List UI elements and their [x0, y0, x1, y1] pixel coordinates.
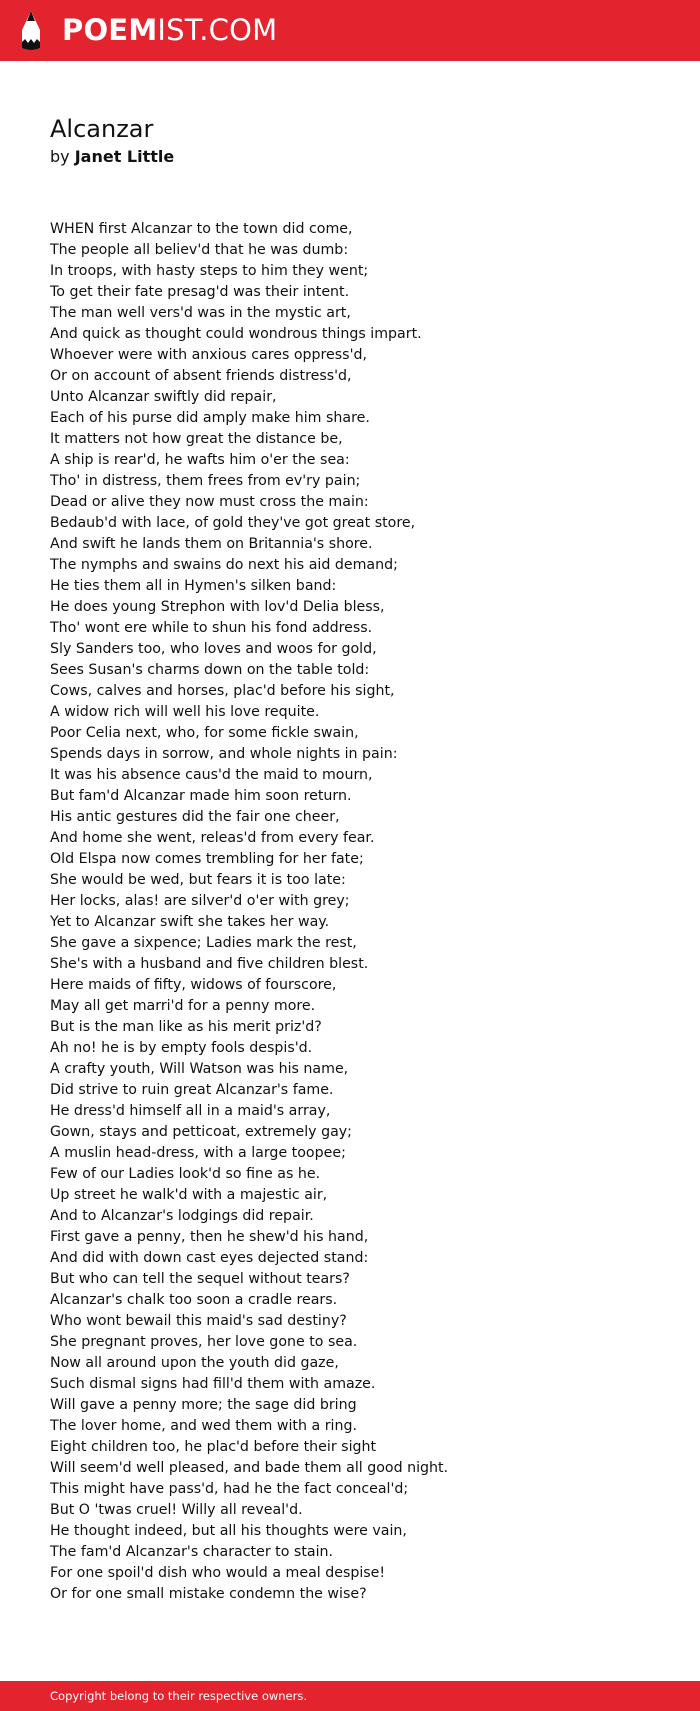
poem-line: Or for one small mistake condemn the wise?	[50, 1586, 367, 1602]
poem-line: Poor Celia next, who, for some fickle swain,	[50, 725, 359, 741]
poem-line: Eight children too, he plac'd before their sight	[50, 1439, 377, 1455]
poem-line: Such dismal signs had fill'd them with amaze.	[50, 1376, 376, 1392]
poem-line: A muslin head-dress, with a large toopee;	[50, 1145, 346, 1161]
poem-line: Dead or alive they now must cross the main:	[50, 494, 369, 510]
poem-line: And to Alcanzar's lodgings did repair.	[50, 1208, 314, 1224]
poem-line: Cows, calves and horses, plac'd before his sight,	[50, 683, 395, 699]
site-footer	[0, 1681, 700, 1711]
poem-line: A ship is rear'd, he wafts him o'er the sea:	[50, 452, 350, 468]
logo-bold-text: POEM	[62, 13, 158, 47]
poem-line: This might have pass'd, had he the fact conceal'd;	[50, 1481, 409, 1497]
poem-line: Tho' wont ere while to shun his fond address.	[50, 620, 373, 636]
poem-line: Ah no! he is by empty fools despis'd.	[50, 1040, 313, 1056]
poem-line: But who can tell the sequel without tears?	[50, 1271, 350, 1287]
poem-line: Each of his purse did amply make him share.	[50, 410, 370, 426]
poem-line: The fam'd Alcanzar's character to stain.	[50, 1544, 334, 1560]
site-header	[0, 0, 700, 61]
poem-line: Her locks, alas! are silver'd o'er with grey;	[50, 893, 350, 909]
poem-line: Gown, stays and petticoat, extremely gay;	[50, 1124, 352, 1140]
poem-line: To get their fate presag'd was their intent.	[50, 284, 350, 300]
author-name: Janet Little	[74, 147, 175, 166]
site-logo[interactable]	[62, 13, 277, 47]
poem-line: Tho' in distress, them frees from ev'ry pain;	[50, 473, 361, 489]
poem-line: Here maids of fifty, widows of fourscore,	[50, 977, 337, 993]
poem-line: It matters not how great the distance be,	[50, 431, 343, 447]
poem-line: WHEN first Alcanzar to the town did come,	[50, 221, 353, 237]
pen-nib-icon[interactable]	[18, 10, 44, 52]
poem-line: Did strive to ruin great Alcanzar's fame.	[50, 1082, 334, 1098]
poem-line: The man well vers'd was in the mystic art,	[50, 305, 351, 321]
poem-line: Sees Susan's charms down on the table told:	[50, 662, 370, 678]
poem-line: A widow rich will well his love requite.	[50, 704, 320, 720]
poem-line: Bedaub'd with lace, of gold they've got great store,	[50, 515, 416, 531]
poem-line: Or on account of absent friends distress'd,	[50, 368, 352, 384]
poem-line: But O 'twas cruel! Willy all reveal'd.	[50, 1502, 303, 1518]
poem-line: And did with down cast eyes dejected stand:	[50, 1250, 369, 1266]
poem-line: Unto Alcanzar swiftly did repair,	[50, 389, 277, 405]
poem-line: And home she went, releas'd from every fear.	[50, 830, 375, 846]
poem-line: Alcanzar's chalk too soon a cradle rears.	[50, 1292, 338, 1308]
logo-thin-text: IST.COM	[157, 13, 278, 47]
poem-line: Will seem'd well pleased, and bade them all good night.	[50, 1460, 449, 1476]
byline	[50, 147, 174, 167]
poem-line: May all get marri'd for a penny more.	[50, 998, 316, 1014]
poem-line: He thought indeed, but all his thoughts were vain,	[50, 1523, 407, 1539]
poem-line: She gave a sixpence; Ladies mark the rest,	[50, 935, 357, 951]
poem-line: Whoever were with anxious cares oppress'd,	[50, 347, 367, 363]
poem-line: Sly Sanders too, who loves and woos for gold,	[50, 641, 377, 657]
poem-body	[50, 219, 670, 1605]
poem-line: The nymphs and swains do next his aid demand;	[50, 557, 398, 573]
byline-prefix: by	[50, 147, 70, 166]
poem-line: But fam'd Alcanzar made him soon return.	[50, 788, 352, 804]
poem-line: In troops, with hasty steps to him they went;	[50, 263, 369, 279]
poem-heading	[50, 114, 174, 167]
poem-line: Now all around upon the youth did gaze,	[50, 1355, 339, 1371]
copyright-text: Copyright belong to their respective owners.	[50, 1689, 308, 1703]
poem-line: A crafty youth, Will Watson was his name,	[50, 1061, 349, 1077]
poem-line: Will gave a penny more; the sage did bring	[50, 1397, 357, 1413]
poem-line: Yet to Alcanzar swift she takes her way.	[50, 914, 330, 930]
poem-line: The lover home, and wed them with a ring.	[50, 1418, 357, 1434]
poem-line: But is the man like as his merit priz'd?	[50, 1019, 322, 1035]
poem-line: First gave a penny, then he shew'd his hand,	[50, 1229, 369, 1245]
poem-line: And quick as thought could wondrous things impart.	[50, 326, 422, 342]
poem-line: She pregnant proves, her love gone to sea.	[50, 1334, 358, 1350]
poem-title: Alcanzar	[50, 115, 154, 143]
poem-line: And swift he lands them on Britannia's shore.	[50, 536, 373, 552]
poem-line: The people all believ'd that he was dumb:	[50, 242, 349, 258]
poem-line: Who wont bewail this maid's sad destiny?	[50, 1313, 347, 1329]
poem-line: She's with a husband and five children blest.	[50, 956, 369, 972]
poem-line: He ties them all in Hymen's silken band:	[50, 578, 337, 594]
poem-line: His antic gestures did the fair one cheer,	[50, 809, 340, 825]
poem-line: He does young Strephon with lov'd Delia bless,	[50, 599, 385, 615]
poem-line: Old Elspa now comes trembling for her fate;	[50, 851, 364, 867]
poem-line: Few of our Ladies look'd so fine as he.	[50, 1166, 321, 1182]
poem-line: It was his absence caus'd the maid to mourn,	[50, 767, 373, 783]
poem-line: Up street he walk'd with a majestic air,	[50, 1187, 328, 1203]
poem-line: Spends days in sorrow, and whole nights in pain:	[50, 746, 398, 762]
poem-line: For one spoil'd dish who would a meal despise!	[50, 1565, 386, 1581]
poem-line: He dress'd himself all in a maid's array,	[50, 1103, 331, 1119]
poem-line: She would be wed, but fears it is too late:	[50, 872, 346, 888]
